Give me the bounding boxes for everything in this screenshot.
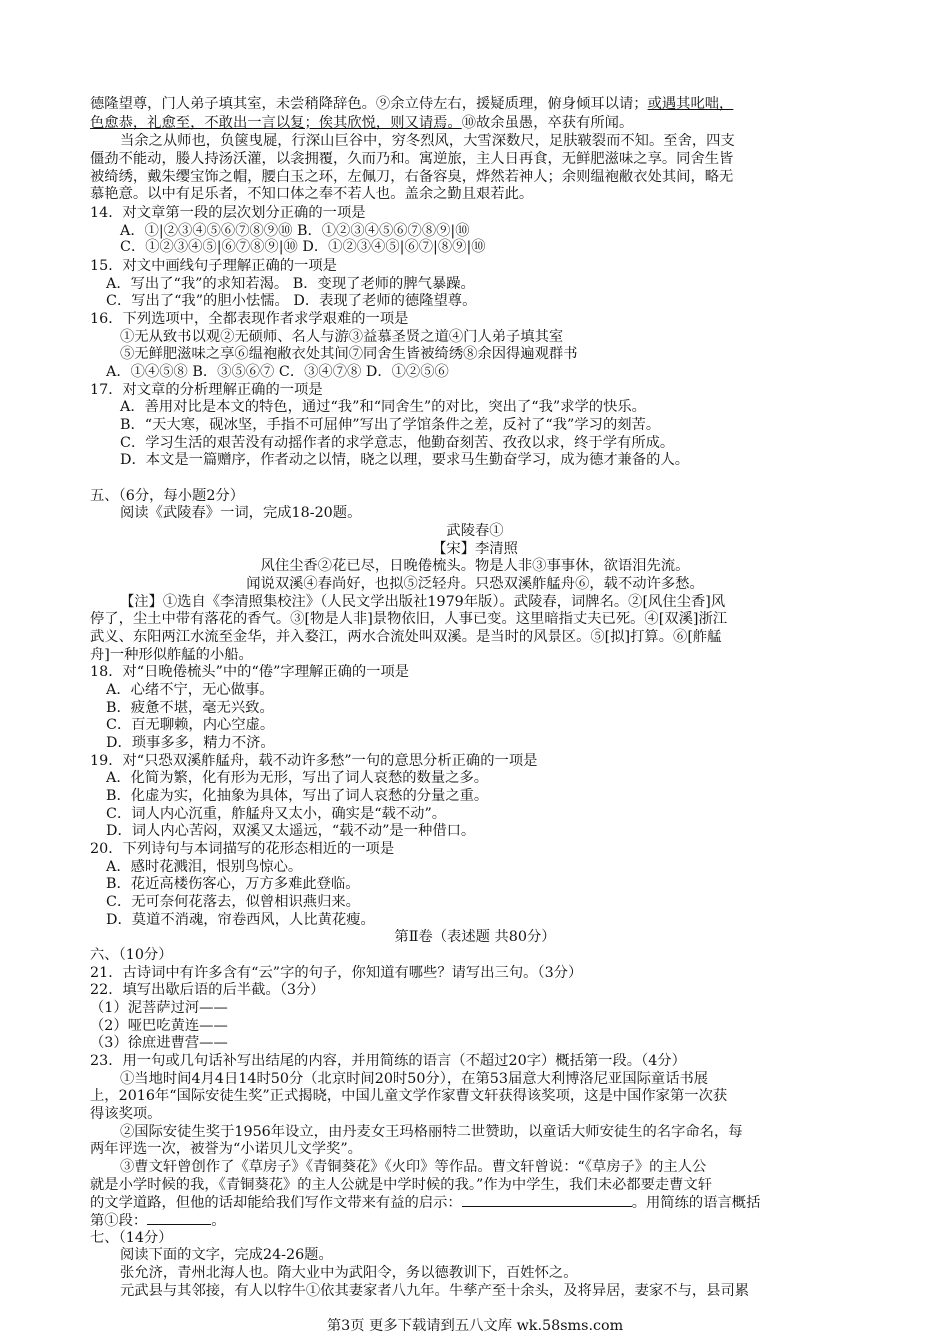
page-footer: 第3页 更多下载请到五八文库 wk.58sms.com <box>326 1318 624 1334</box>
paragraph-line: 两年评选一次，被誉为“小诺贝儿文学奖”。 <box>90 1141 362 1158</box>
question-option: D．本文是一篇赠序，作者动之以情，晓之以理，要求马生勤奋学习，成为德才兼备的人。 <box>120 452 690 469</box>
question-item: （2）哑巴吃黄连—— <box>90 1017 228 1034</box>
question-stem: 19．对“只恐双溪舴艋舟，载不动许多愁”一句的意思分析正确的一项是 <box>90 752 538 769</box>
paragraph-line: 僵劲不能动，媵人持汤沃灌，以衾拥覆，久而乃和。寓逆旅，主人日再食，无鲜肥滋味之享。同舍生皆 <box>90 150 734 167</box>
question-option: D．词人内心苦闷，双溪又太遥远，“载不动”是一种借口。 <box>106 823 476 840</box>
paragraph-line: ②国际安徒生奖于1956年设立，由丹麦女王玛格丽特二世赞助，以童话大师安徒生的名字命名，每 <box>120 1123 743 1140</box>
question-option: C．无可奈何花落去，似曾相识燕归来。 <box>106 893 360 910</box>
question-stem: 21．古诗词中有许多含有“云”字的句子，你知道有哪些？请写出三句。（3分） <box>90 964 583 981</box>
underlined-sentence: 色愈恭，礼愈至，不敢出一言以复；俟其欣悦，则又请焉。 <box>90 114 462 131</box>
underlined-sentence: 或遇其叱咄， <box>647 96 734 112</box>
question-stem: 14．对文章第一段的层次划分正确的一项是 <box>90 204 366 221</box>
question-option: ⑤无鲜肥滋味之享⑥缊袍敝衣处其间⑦同舍生皆被绮绣⑧余因得遍观群书 <box>120 346 578 363</box>
text-line: 色愈恭，礼愈至，不敢出一言以复；俟其欣悦，则又请焉。⑩故余虽愚，卒获有所闻。 <box>90 114 634 131</box>
poem-title: 武陵春① <box>446 522 504 539</box>
poem-line: 闻说双溪④春尚好，也拟⑤泛轻舟。只恐双溪舴艋舟⑥，载不动许多愁。 <box>246 575 704 592</box>
poem-line: 风住尘香②花已尽，日晚倦梳头。物是人非③事事休，欲语泪先流。 <box>260 558 690 575</box>
question-option: B．疲惫不堪，毫无兴致。 <box>106 699 274 716</box>
paragraph-line: ①当地时间4月4日14时50分（北京时间20时50分），在第53届意大利博洛尼亚国际童话书展 <box>120 1070 709 1087</box>
annotation-line: 武义、东阳两江水流至金华，并入婺江，两水合流处叫双溪。是当时的风景区。⑤[拟]打算。⑥[舴艋 <box>90 628 722 645</box>
paragraph-line: 元武县与其邻接，有人以牸牛①依其妻家者八九年。牛孳产至十余头，及将异居，妻家不与，县司累 <box>120 1282 750 1299</box>
question-option: B．花近高楼伤客心，万方多难此登临。 <box>106 876 360 893</box>
question-option: A．善用对比是本文的特色，通过“我”和“同舍生”的对比，突出了“我”求学的快乐。 <box>120 399 646 416</box>
question-option: D．琐事多多，精力不济。 <box>106 734 275 751</box>
question-option: D．莫道不消魂，帘卷西风，人比黄花瘦。 <box>106 911 375 928</box>
paragraph-line: ③曹文轩曾创作了《草房子》《青铜葵花》《火印》等作品。曹文轩曾说：“《草房子》的主人公 <box>120 1159 707 1175</box>
question-stem: 15．对文中画线句子理解正确的一项是 <box>90 257 337 274</box>
question-option: A．心绪不宁，无心做事。 <box>106 681 274 698</box>
question-stem: 23．用一句或几句话补写出结尾的内容，并用简练的语言（不超过20字）概括第一段。（4分） <box>90 1053 686 1069</box>
paragraph-line: 被绮绣，戴朱缨宝饰之帽，腰白玉之环，左佩刀，右备容臭，烨然若神人；余则缊袍敝衣处其间，略无 <box>90 168 734 185</box>
paragraph-line: 的文学道路，但他的话却能给我们写作文带来有益的启示： 。用简练的语言概括 <box>90 1195 761 1212</box>
question-option: B．化虚为实，化抽象为具体，写出了词人哀愁的分量之重。 <box>106 787 489 804</box>
part-heading: 第Ⅱ卷（表述题 共80分） <box>394 929 556 946</box>
question-option: A．写出了“我”的求知若渴。 B．变现了老师的脾气暴躁。 <box>106 275 475 292</box>
paragraph-line: 得该奖项。 <box>90 1106 162 1122</box>
question-stem: 22．填写出歇后语的后半截。（3分） <box>90 982 325 999</box>
paragraph-line: 就是小学时候的我，《青铜葵花》的主人公就是中学时候的我。”作为中学生，我们未必都要走曹文轩 <box>90 1176 713 1193</box>
question-stem: 16．下列选项中，全都表现作者求学艰难的一项是 <box>90 310 409 327</box>
question-item: （3）徐庶进曹营—— <box>90 1035 228 1052</box>
paragraph-line: 张允济，青州北海人也。隋大业中为武阳令，务以德教训下，百姓怀之。 <box>120 1265 578 1281</box>
annotation-line: 【注】①选自《李清照集校注》（人民文学出版社1979年版）。武陵春，词牌名。②[风住尘香]风 <box>120 593 726 610</box>
answer-blank <box>147 1212 211 1225</box>
question-item: （1）泥菩萨过河—— <box>90 999 228 1016</box>
paragraph-line: 上，2016年“国际安徒生奖”正式揭晓，中国儿童文学作家曹文轩获得该奖项，这是中国作家第一次获 <box>90 1088 728 1105</box>
text-line: 德隆望尊，门人弟子填其室，未尝稍降辞色。⑨余立侍左右，援疑质理，俯身倾耳以请；或遇其叱咄， <box>90 96 734 112</box>
instruction-line: 阅读下面的文字，完成24-26题。 <box>120 1247 333 1264</box>
paragraph-line: 慕艳意。以中有足乐者，不知口体之奉不若人也。盖余之勤且艰若此。 <box>90 186 534 203</box>
paragraph-line: 当余之从师也，负箧曳屣，行深山巨谷中，穷冬烈风，大雪深数尺，足肤皲裂而不知。至舍，四支 <box>120 133 735 150</box>
answer-blank <box>462 1194 632 1207</box>
section-heading: 七、（14分） <box>90 1229 173 1246</box>
question-option: C．百无聊赖，内心空虚。 <box>106 717 275 734</box>
question-option: A．①|②③④⑤⑥⑦⑧⑨⑩ B．①②③④⑤⑥⑦⑧⑨|⑩ <box>120 222 470 239</box>
instruction-line: 阅读《武陵春》一词，完成18-20题。 <box>120 505 362 522</box>
question-stem: 17．对文章的分析理解正确的一项是 <box>90 381 323 398</box>
question-stem: 18．对“日晚倦梳头”中的“倦”字理解正确的一项是 <box>90 664 410 681</box>
question-option: C．写出了“我”的胆小怯懦。 D．表现了老师的德隆望尊。 <box>106 293 477 310</box>
question-option: A．化简为繁，化有形为无形，写出了词人哀愁的数量之多。 <box>106 770 489 787</box>
section-heading: 五、（6分，每小题2分） <box>90 487 245 504</box>
annotation-line: 停了，尘土中带有落花的香气。③[物是人非]景物依旧，人事已变。这里暗指丈夫已死。④[双溪]浙江 <box>90 611 728 628</box>
paragraph-line: 第①段： 。 <box>90 1213 226 1229</box>
question-option: C．①②③④⑤|⑥⑦⑧⑨|⑩ D．①②③④⑤|⑥⑦|⑧⑨|⑩ <box>120 239 486 256</box>
question-option: ①无从致书以观②无硕师、名人与游③益慕圣贤之道④门人弟子填其室 <box>120 328 564 345</box>
question-option: C．词人内心沉重，舴艋舟又太小，确实是“载不动”。 <box>106 805 447 822</box>
question-option: A．感时花溅泪，恨别鸟惊心。 <box>106 858 303 875</box>
poem-author: 【宋】李清照 <box>432 540 518 557</box>
question-option: B．“天大寒，砚冰坚，手指不可屈伸”写出了学馆条件之差，反衬了“我”学习的刻苦。 <box>120 416 661 433</box>
annotation-line: 舟]一种形似舴艋的小船。 <box>90 646 253 663</box>
section-heading: 六、（10分） <box>90 946 173 963</box>
question-option: C．学习生活的艰苦没有动摇作者的求学意志，他勤奋刻苦、孜孜以求，终于学有所成。 <box>120 434 675 451</box>
question-stem: 20．下列诗句与本词描写的花形态相近的一项是 <box>90 840 395 857</box>
question-option: A．①④⑤⑧ B．③⑤⑥⑦ C．③④⑦⑧ D．①②⑤⑥ <box>106 363 449 380</box>
